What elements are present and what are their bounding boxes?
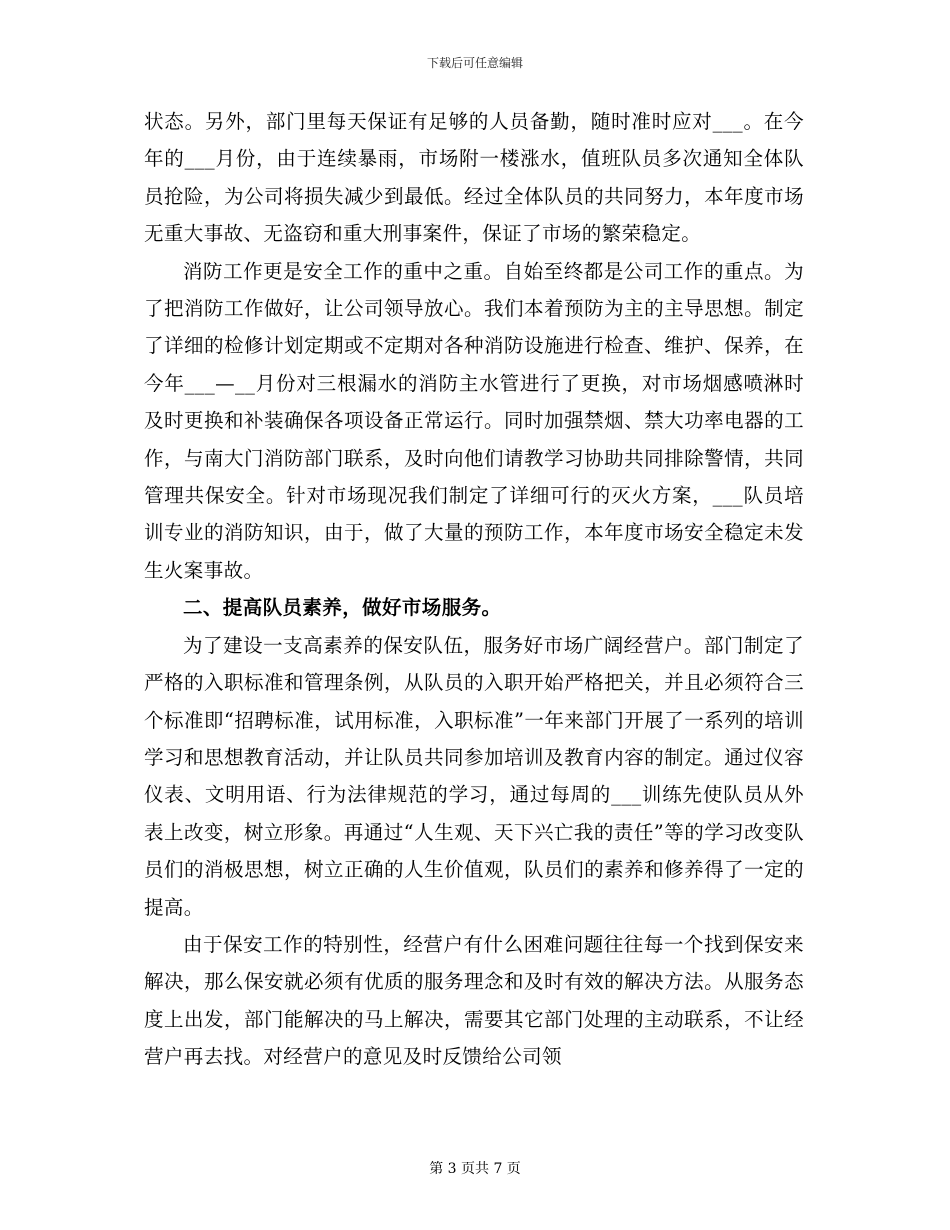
paragraph-continuation: 状态。另外，部门里每天保证有足够的人员备勤，随时准时应对___。在今年的___月份，由于连续暴雨，市场附一楼涨水，值班队员多次通知全体队员抢险，为公司将损失减少到最低。经过全体队员的共同努力，本年度市场无重大事故、无盗窃和重大刑事案件，保证了市场的繁荣稳定。 [144,110,804,246]
page-number: 第 3 页共 7 页 [429,1161,521,1177]
section-heading: 二、提高队员素养，做好市场服务。 [183,596,502,620]
paragraph-service: 由于保安工作的特别性，经营户有什么困难问题往往每一个找到保安来解决，那么保安就必须有优质的服务理念和及时有效的解决方法。从服务态度上出发，部门能解决的马上解决，需要其它部门处理的主动联系，不让经营户再去找。对经营户的意见及时反馈给公司领 [144,932,804,1069]
paragraph-team-quality: 为了建设一支高素养的保安队伍，服务好市场广阔经营户。部门制定了严格的入职标准和管理条例，从队员的入职开始严格把关，并且必须符合三个标准即“招聘标准，试用标准，入职标准”一年来部门开展了一系列的培训学习和思想教育活动，并让队员共同参加培训及教育内容的制定。通过仪容仪表、文明用语、行为法律规范的学习，通过每周的___训练先使队员从外表上改变，树立形象。再通过“人生观、天下兴亡我的责任”等的学习改变队员们的消极思想，树立正确的人生价值观，队员们的素养和修养得了一定的提高。 [144,633,804,919]
paragraph-fire-safety: 消防工作更是安全工作的重中之重。自始至终都是公司工作的重点。为了把消防工作做好，让公司领导放心。我们本着预防为主的主导思想。制定了详细的检修计划定期或不定期对各种消防设施进行检查、维护、保养，在今年___—__月份对三根漏水的消防主水管进行了更换，对市场烟感喷淋时及时更换和补装确保各项设备正常运行。同时加强禁烟、禁大功率电器的工作，与南大门消防部门联系，及时向他们请教学习协助共同排除警情，共同管理共保安全。针对市场现况我们制定了详细可行的灭火方案，___队员培训专业的消防知识，由于，做了大量的预防工作，本年度市场安全稳定未发生火案事故。 [144,259,804,582]
document-body [144,103,804,1076]
page-header: 下载后可任意编辑 [426,56,523,70]
